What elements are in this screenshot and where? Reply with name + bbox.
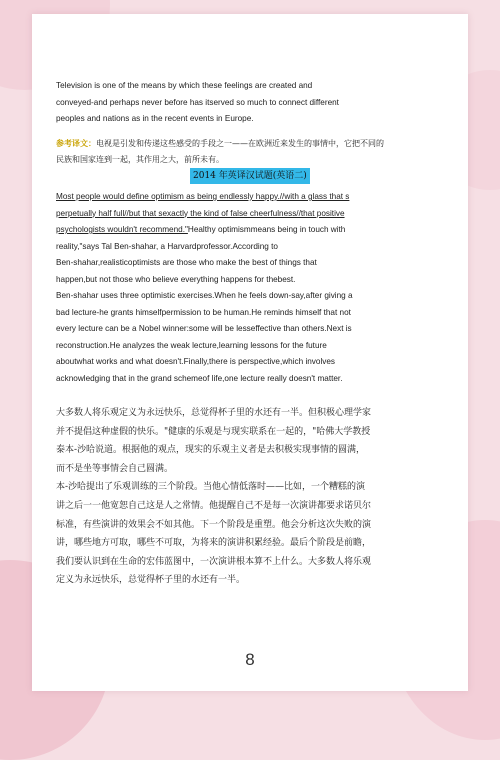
reference-line: 电视是引发和传递这些感受的手段之一——在欧洲近来发生的事情中，它把不同的 — [96, 139, 384, 148]
text-line: Ben-shahar uses three optimistic exercises.When he feels down-say,after giving a — [56, 291, 353, 300]
page-number: 8 — [245, 650, 255, 669]
chinese-line: 标准，有些演讲的效果会不如其他。下一个阶段是重塑。他会分析这次失败的演 — [56, 519, 372, 530]
text-line: acknowledging that in the grand schemeof life,one lecture really doesn't matter. — [56, 373, 343, 383]
underlined-line: Most people would define optimism as being endlessly happy.//with a glass that s — [56, 192, 350, 201]
passage-english — [56, 189, 456, 387]
reference-line: 民族和国家连到一起，其作用之大，前所未有。 — [56, 155, 224, 164]
text-line: Ben-shahar,realisticoptimists are those who make the best of things that — [56, 258, 317, 267]
chinese-line: 讲之后一一他宽恕自己这是人之常情。他提醒自己不是每一次演讲都要求诺贝尔 — [56, 500, 372, 511]
section-heading: 2014 年英译汉试题(英语二) — [190, 168, 310, 184]
text-line: bad lecture-he grants himselfpermission to be human.He reminds himself that not — [56, 307, 351, 317]
text-line: happen,but not those who believe everything happens for thebest. — [56, 274, 296, 284]
underlined-line: psychologists wouldn't recommend." — [56, 225, 188, 234]
chinese-line: 大多数人将乐观定义为永远快乐，总觉得杯子里的水还有一半。但积极心理学家 — [56, 408, 372, 418]
text-line: peoples and nations as in the recent events in Europe. — [56, 114, 254, 123]
reference-translation — [56, 136, 384, 168]
passage-chinese — [56, 404, 456, 590]
text-line: conveyed-and perhaps never before has itserved so much to connect different — [56, 97, 339, 107]
text-line: Healthy optimismmeans being in touch with — [187, 225, 346, 234]
text-line: Television is one of the means by which these feelings are created and — [56, 81, 313, 90]
text-line: every lecture can be a Nobel winner:some will be lesseffective than others.Next is — [56, 324, 352, 333]
reference-label: 参考译文： — [56, 139, 96, 148]
underlined-line: perpetually half full//but that sexactly the kind of false cheerfulness//that positive — [56, 208, 345, 218]
text-line: reconstruction.He analyzes the weak lecture,learning lessons for the future — [56, 340, 327, 350]
chinese-line: 讲，哪些地方可取，哪些不可取，为将来的演讲积累经验。最后个阶段是前瞻， — [56, 538, 372, 549]
text-line: aboutwhat works and what doesn't.Finally,there is perspective,which involves — [56, 357, 336, 366]
intro-paragraph — [56, 78, 456, 128]
chinese-line: 我们要认识到在生命的宏伟蓝图中，一次演讲根本算不上什么。大多数人将乐观 — [56, 556, 372, 567]
text-line: reality,"says Tal Ben-shahar, a Harvardprofessor.According to — [56, 241, 278, 251]
chinese-line: 而不是坐等事情会自己圆满。 — [56, 463, 174, 474]
chinese-line: 定义为永远快乐，总觉得杯子里的水还有一半。 — [56, 575, 246, 586]
chinese-line: 本-沙哈提出了乐观训练的三个阶段。当他心情低落时——比如，一个糟糕的演 — [56, 482, 366, 493]
chinese-line: 并不提倡这种虚假的快乐。"健康的乐观是与现实联系在一起的，"哈佛大学教授 — [56, 426, 371, 437]
chinese-line: 泰本-沙哈说道。根据他的观点，现实的乐观主义者是去积极实现事情的圆满， — [56, 445, 366, 456]
